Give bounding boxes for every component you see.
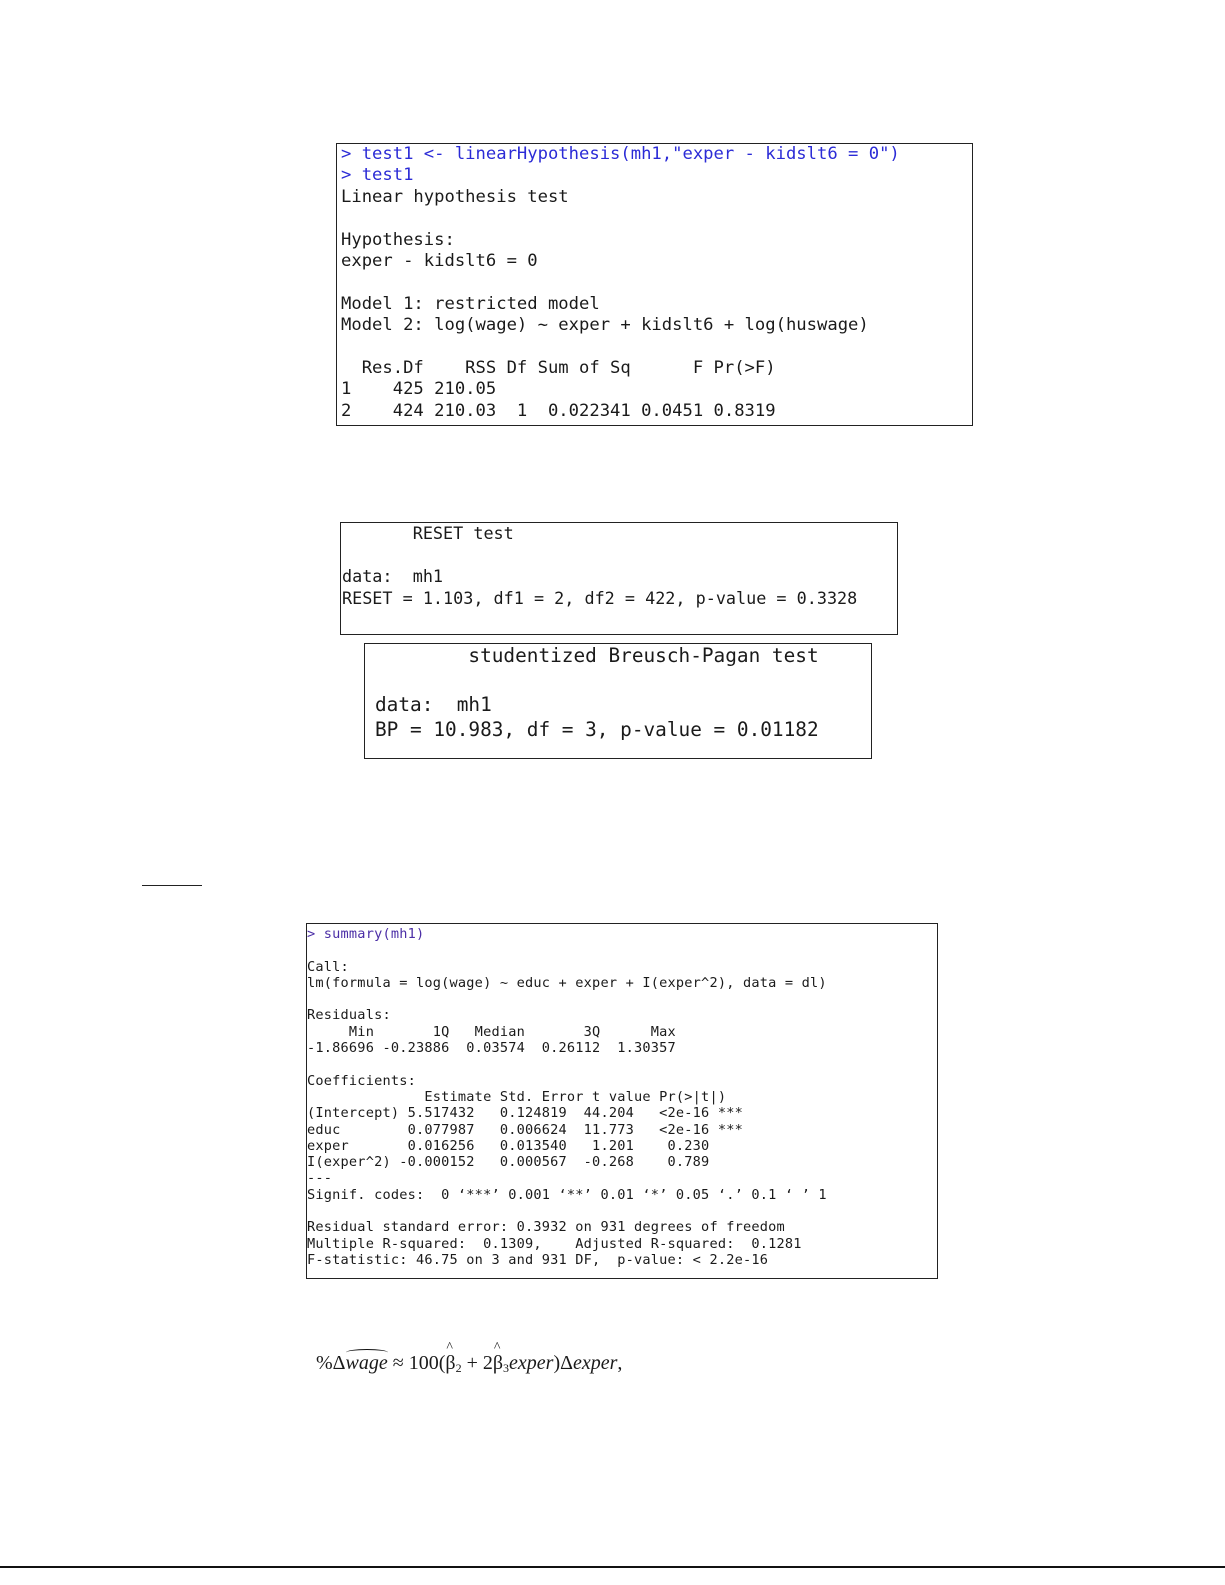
table-row: (Intercept) 5.517432 0.124819 44.204 <2e-16 ***	[307, 1105, 743, 1122]
table-row: 1 425 210.05	[341, 379, 497, 400]
command-line: > summary(mh1)	[307, 926, 425, 942]
formula-sub2: 2	[455, 1361, 462, 1375]
output-line: data: mh1	[342, 566, 444, 586]
output-line: Hypothesis:	[341, 229, 455, 250]
formula-exper: exper	[509, 1352, 554, 1374]
formula-plus: + 2	[461, 1352, 493, 1374]
formula-tail: ,	[617, 1352, 623, 1374]
output-line	[307, 1203, 937, 1219]
formula-prefix: %Δ	[316, 1352, 346, 1374]
output-line: F-statistic: 46.75 on 3 and 931 DF, p-value: < 2.2e-16	[307, 1251, 769, 1268]
output-line: Multiple R-squared: 0.1309, Adjusted R-squared: 0.1281	[307, 1235, 811, 1252]
output-line: data: mh1	[375, 693, 492, 716]
output-line: Linear hypothesis test	[341, 186, 569, 207]
formula-approx: ≈ 100(	[387, 1352, 446, 1374]
output-line: ---	[307, 1170, 333, 1187]
output-title: studentized Breusch-Pagan test	[375, 644, 819, 667]
output-line: exper - kidslt6 = 0	[341, 250, 538, 271]
formula-close: )Δ	[553, 1352, 573, 1374]
output-line: RESET = 1.103, df1 = 2, df2 = 422, p-value = 0.3328	[342, 587, 858, 608]
underline-mark	[142, 885, 202, 886]
table-row: 2 424 210.03 1 0.022341 0.0451 0.8319	[341, 400, 776, 421]
table-header: Min 1Q Median 3Q Max	[307, 1023, 685, 1040]
output-line: Model 2: log(wage) ~ exper + kidslt6 + log(huswage)	[341, 315, 869, 336]
output-line: BP = 10.983, df = 3, p-value = 0.01182	[375, 717, 819, 741]
output-line	[307, 991, 937, 1007]
output-line: lm(formula = log(wage) ~ educ + exper + I(exper^2), data = dl)	[307, 974, 827, 991]
formula-exper: exper	[573, 1352, 618, 1374]
table-row: -1.86696 -0.23886 0.03574 0.26112 1.30357	[307, 1040, 685, 1057]
output-title: RESET test	[342, 523, 514, 543]
percent-change-formula	[316, 1352, 622, 1376]
output-line: Residuals:	[307, 1007, 391, 1024]
table-header: Estimate Std. Error t value Pr(>|t|)	[307, 1088, 760, 1105]
table-row: exper 0.016256 0.013540 1.201 0.230	[307, 1137, 743, 1154]
output-line	[375, 669, 871, 694]
reset-test-output	[340, 522, 898, 635]
summary-output	[306, 923, 938, 1279]
output-line: Call:	[307, 958, 349, 975]
output-line	[342, 545, 897, 567]
output-line	[341, 272, 972, 293]
command-line: > test1 <- linearHypothesis(mh1,"exper - kidslt6 = 0")	[341, 144, 900, 164]
output-line	[341, 208, 972, 229]
output-line	[341, 337, 972, 358]
linear-hypothesis-output	[336, 143, 973, 426]
output-line: Signif. codes: 0 ‘***’ 0.001 ‘**’ 0.01 ‘*’ 0.05 ‘.’ 0.1 ‘ ’ 1	[307, 1186, 827, 1203]
formula-beta2: ^ β	[445, 1352, 455, 1375]
output-line	[307, 1056, 937, 1072]
formula-sub3: 3	[503, 1361, 510, 1375]
table-row: educ 0.077987 0.006624 11.773 <2e-16 ***	[307, 1121, 743, 1138]
page-bottom-rule	[0, 1566, 1225, 1568]
table-row: I(exper^2) -0.000152 0.000567 -0.268 0.789	[307, 1154, 743, 1171]
output-line: Residual standard error: 0.3932 on 931 degrees of freedom	[307, 1219, 785, 1236]
output-line	[307, 942, 937, 958]
table-header: Res.Df RSS Df Sum of Sq F Pr(>F)	[341, 357, 776, 378]
output-line: Model 1: restricted model	[341, 293, 600, 314]
breusch-pagan-output	[364, 643, 872, 759]
formula-wage-hat: wage	[345, 1352, 388, 1374]
output-line: Coefficients:	[307, 1072, 416, 1089]
formula-beta3: ^ β	[493, 1352, 503, 1375]
command-line: > test1	[341, 165, 414, 186]
